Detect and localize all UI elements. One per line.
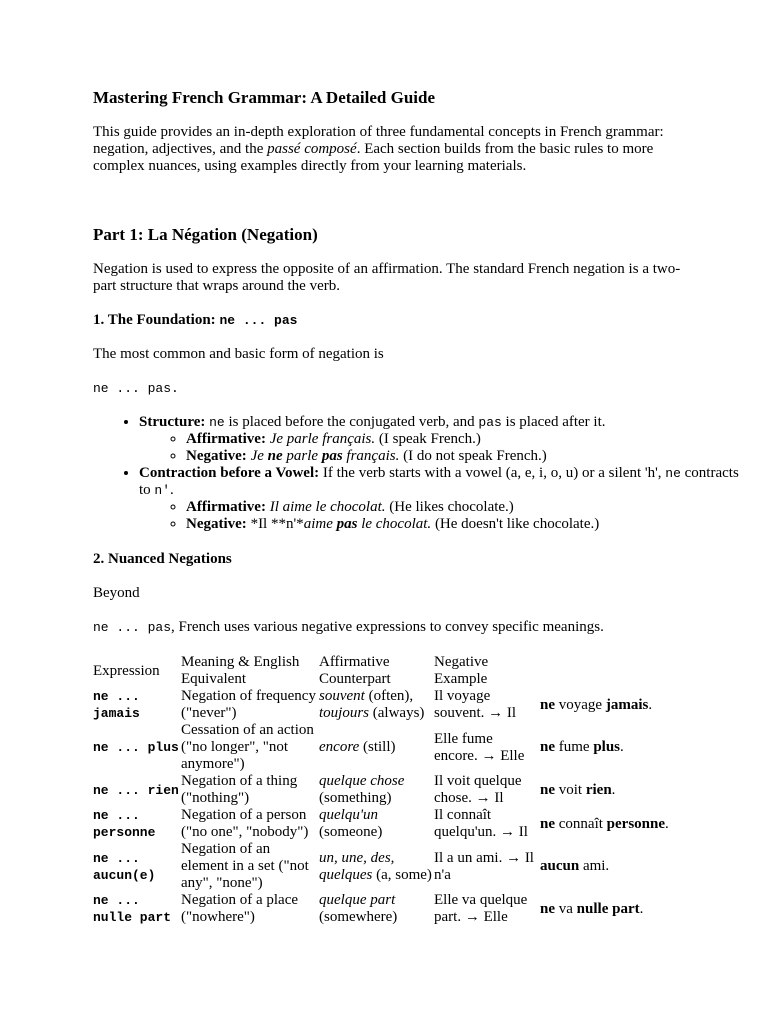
aff-text: (someone) [319, 824, 383, 840]
example-label: Negative: [186, 448, 247, 464]
neg-bold: ne [540, 696, 555, 713]
aff-italic: souvent [319, 688, 365, 704]
table-row [93, 773, 670, 807]
aff-italic: toujours [319, 705, 370, 721]
code-ne: ne [665, 466, 681, 481]
table-row [93, 722, 670, 773]
intro-text-italic: passé composé [267, 141, 357, 157]
code-n-apostrophe: n' [154, 483, 171, 498]
cell-affirmative [319, 807, 434, 841]
bullet-label: Structure: [139, 414, 206, 430]
section2-intro [93, 619, 604, 636]
cell-example: Elle fume encore. → Elle [434, 730, 525, 764]
neg-text: ami. [579, 858, 610, 874]
cell-example: Il voit quelque chose. → Il [434, 773, 522, 806]
intro-text-b: . Each section builds from the basic rules to more complex nuances, using examples directly from your learning materials. [93, 141, 654, 174]
neg-bold: plus [593, 739, 621, 755]
aff-text: (somewhere) [319, 909, 398, 925]
example-french: Je [250, 448, 268, 464]
table-row [93, 807, 670, 841]
section1-text: The most common and basic form of negation is [93, 346, 384, 362]
cell-meaning: Negation of frequency ("never") [181, 688, 316, 721]
cell-expression: ne ... jamais [93, 689, 140, 721]
example-translation: (He likes chocolate.) [385, 499, 514, 515]
intro-text-a: This guide provides an in-depth exploration of three fundamental concepts in French grammar: negation, adjectives, and the [93, 124, 664, 157]
aff-italic: quelque part [319, 892, 396, 908]
section1-heading-code: ne ... pas [219, 313, 298, 328]
example-ne: ne [267, 448, 283, 464]
aff-italic: un, une, des, quelques [319, 849, 395, 883]
cell-affirmative [319, 892, 434, 926]
bullet-label: Contraction before a Vowel: [139, 465, 320, 481]
header-affirmative: Affirmative Counterpart [319, 654, 391, 687]
example-french: Je parle français. [269, 431, 376, 447]
aff-italic: quelque chose [319, 773, 405, 789]
cell-example: Il connaît quelqu'un. → Il [434, 807, 528, 840]
cell-negative [540, 841, 670, 892]
cell-negative [540, 722, 670, 773]
example-affirmative [186, 431, 739, 448]
example-translation: (He doesn't like chocolate.) [431, 516, 600, 532]
section2-beyond: Beyond [93, 585, 140, 601]
bullet-text: is placed before the conjugated verb, and [224, 414, 479, 430]
neg-text: connaît [555, 815, 607, 832]
table-row [93, 688, 670, 722]
contraction-examples [139, 499, 739, 533]
aff-text: (something) [319, 790, 392, 806]
aff-text: (always) [369, 705, 425, 721]
example-french: parle [282, 448, 322, 464]
bullet-contraction [139, 465, 739, 533]
cell-expression: ne ... nulle part [93, 893, 172, 925]
neg-text: . [639, 900, 644, 917]
example-translation: (I do not speak French.) [399, 448, 547, 464]
header-expression: Expression [93, 662, 160, 679]
example-label: Affirmative: [186, 499, 266, 515]
example-french: Il aime le chocolat. [269, 499, 386, 515]
neg-text: . [611, 781, 616, 798]
aff-text: (often), [364, 688, 414, 704]
bullet-text: contracts to [139, 465, 739, 498]
bullet-text: If the verb starts with a vowel (a, e, i, o, u) or a silent 'h', [319, 465, 666, 481]
section2-code: ne ... pas [93, 620, 172, 635]
example-label: Affirmative: [186, 431, 266, 447]
section1-code-line: ne ... pas. [93, 381, 179, 396]
cell-meaning: Negation of a person ("no one", "nobody") [181, 807, 309, 840]
code-ne: ne [209, 415, 225, 430]
neg-bold: nulle part [576, 900, 640, 917]
section2-heading: 2. Nuanced Negations [93, 551, 232, 567]
cell-expression: ne ... rien [93, 782, 179, 798]
cell-expression: ne ... personne [93, 808, 156, 840]
aff-text: (still) [359, 739, 396, 755]
structure-examples [139, 431, 739, 465]
example-pas: pas [336, 516, 358, 532]
section1-heading [93, 312, 297, 329]
cell-affirmative [319, 722, 434, 773]
aff-italic: quelqu'un [319, 807, 379, 823]
header-meaning: Meaning & English Equivalent [181, 654, 300, 687]
neg-bold: ne [540, 781, 555, 798]
neg-text: va [555, 900, 577, 917]
neg-text: . [648, 696, 653, 713]
cell-example: Il voyage souvent. → Il [434, 688, 517, 721]
cell-negative [540, 807, 670, 841]
neg-bold: ne [540, 739, 555, 755]
neg-bold: rien [585, 781, 612, 798]
aff-italic: encore [319, 739, 360, 755]
cell-negative [540, 892, 670, 926]
intro-paragraph [93, 124, 683, 175]
cell-meaning: Negation of a place ("nowhere") [181, 892, 299, 925]
neg-text: . [665, 815, 669, 832]
example-text: *Il **n'* [246, 516, 304, 532]
cell-expression: ne ... aucun(e) [93, 850, 156, 883]
document-title: Mastering French Grammar: A Detailed Guide [93, 88, 435, 107]
part1-intro: Negation is used to express the opposite of an affirmation. The standard French negation is a two-part structure that wraps around the verb. [93, 261, 681, 294]
cell-meaning: Negation of an element in a set ("not any", "none") [181, 841, 309, 891]
neg-bold: jamais [605, 696, 649, 713]
cell-affirmative [319, 688, 434, 722]
negation-bullet-list [93, 414, 739, 533]
example-negative [186, 448, 739, 465]
example-affirmative [186, 499, 739, 516]
code-pas: pas [478, 415, 502, 430]
cell-expression: ne ... plus [93, 740, 179, 755]
example-translation: (I speak French.) [375, 431, 481, 447]
section1-heading-text: 1. The Foundation: [93, 312, 220, 328]
header-empty [540, 654, 670, 688]
negation-table [93, 654, 670, 926]
example-french: français. [342, 448, 400, 464]
cell-meaning: Negation of a thing ("nothing") [181, 773, 298, 806]
neg-bold: ne [540, 815, 555, 832]
neg-text: voyage [555, 696, 606, 713]
cell-example: Elle va quelque part. → Elle [434, 892, 528, 925]
cell-meaning: Cessation of an action ("no longer", "not anymore") [181, 722, 314, 772]
neg-text: . [620, 739, 624, 755]
neg-text: fume [555, 739, 594, 755]
example-french: le chocolat. [357, 516, 432, 532]
neg-text: voit [555, 781, 586, 798]
cell-affirmative [319, 841, 434, 892]
bullet-text: . [170, 482, 174, 498]
table-row [93, 892, 670, 926]
cell-affirmative [319, 773, 434, 807]
aff-text: (a, some) [372, 866, 432, 883]
bullet-structure [139, 414, 739, 465]
example-french: aime [303, 516, 337, 532]
cell-example: Il a un ami. → Il n'a [434, 849, 534, 883]
neg-bold: ne [540, 900, 555, 917]
cell-negative [540, 688, 670, 722]
neg-bold: personne [606, 815, 665, 832]
example-negative [186, 516, 739, 533]
part1-heading: Part 1: La Négation (Negation) [93, 225, 318, 244]
table-row [93, 841, 670, 892]
header-negative: Negative Example [434, 654, 489, 687]
example-label: Negative: [186, 516, 247, 532]
neg-bold: aucun [540, 858, 580, 874]
section2-intro-text: , French uses various negative expressions to convey specific meanings. [171, 619, 604, 635]
table-header-row [93, 654, 670, 688]
example-pas: pas [321, 448, 343, 464]
bullet-text: is placed after it. [501, 414, 606, 430]
cell-negative [540, 773, 670, 807]
